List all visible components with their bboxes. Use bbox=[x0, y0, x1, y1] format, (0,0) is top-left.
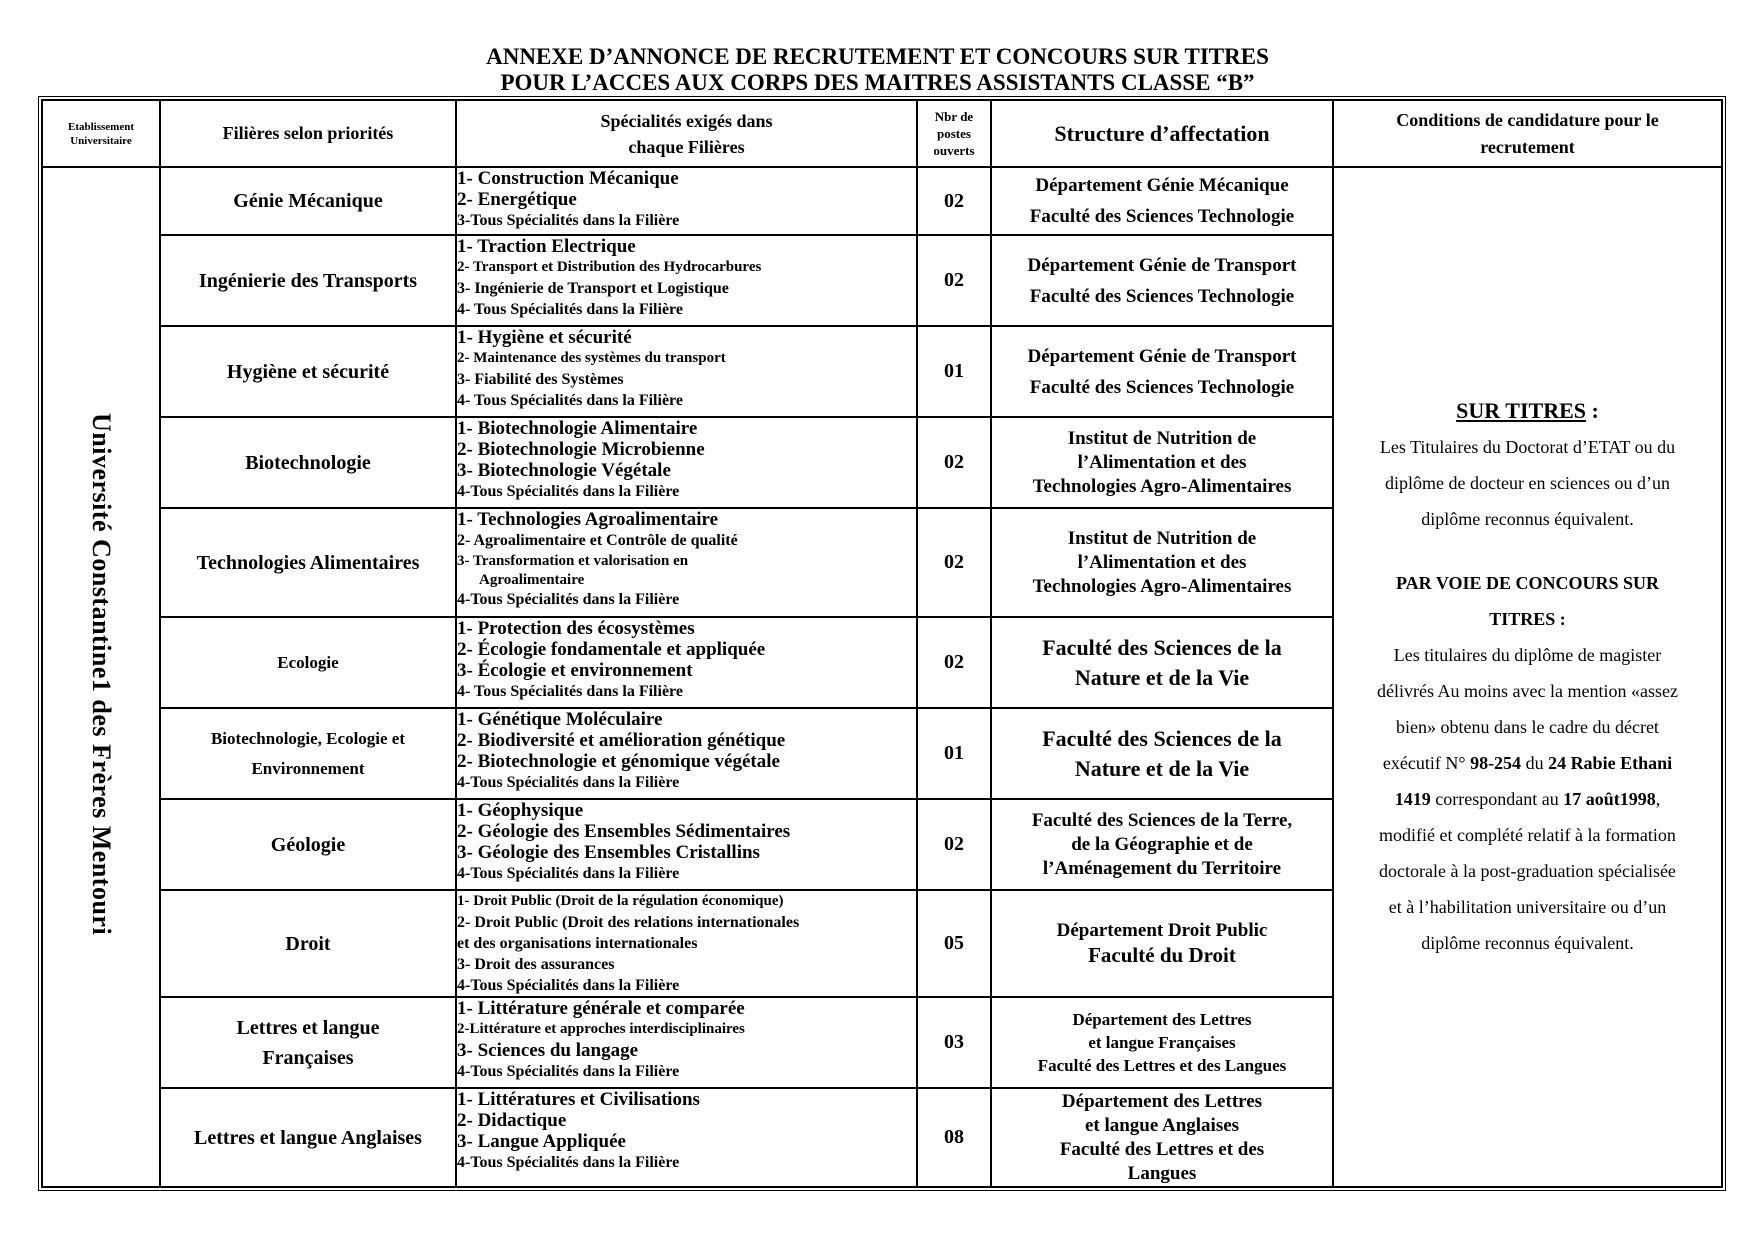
title-line-2: POUR L’ACCES AUX CORPS DES MAITRES ASSISTANTS CLASSE “B” bbox=[500, 70, 1255, 95]
postes-cell: 02 bbox=[917, 235, 991, 326]
postes-cell: 02 bbox=[917, 417, 991, 508]
structure-cell: Département Génie Mécanique Faculté des Sciences Technologie bbox=[991, 167, 1333, 235]
header-etablissement: Etablissement Universitaire bbox=[42, 100, 160, 167]
specialites-cell: 1- Géophysique 2- Géologie des Ensembles Sédimentaires 3- Géologie des Ensembles Cristallins 4-Tous Spécialités dans la Filière bbox=[456, 799, 917, 890]
header-conditions: Conditions de candidature pour le recrutement bbox=[1333, 100, 1722, 167]
specialites-cell: 1- Littératures et Civilisations 2- Didactique 3- Langue Appliquée 4-Tous Spécialités dans la Filière bbox=[456, 1088, 917, 1187]
conditions-cell: SUR TITRES : Les Titulaires du Doctorat d’ETAT ou du diplôme de docteur en sciences ou d’un diplôme reconnus équivalent. PAR VOIE DE CONCOURS SUR TITRES : Les titulaires du diplôme de magister délivrés Au moins avec la mention «assez bien» obtenu dans le cadre du décret exécutif N° 98-254 du 24 Rabie Ethani 1419 correspondant au 17 août1998, modifié et complété relatif à la formation doctorale à la post-graduation spécialisée et à l’habilitation universitaire ou d’un diplôme reconnus équivalent. bbox=[1333, 167, 1722, 1187]
header-structure: Structure d’affectation bbox=[991, 100, 1333, 167]
postes-cell: 02 bbox=[917, 508, 991, 617]
postes-cell: 08 bbox=[917, 1088, 991, 1187]
postes-cell: 03 bbox=[917, 997, 991, 1088]
specialites-cell: 1- Littérature générale et comparée 2-Littérature et approches interdisciplinaires 3- Sciences du langage 4-Tous Spécialités dans la Filière bbox=[456, 997, 917, 1088]
postes-cell: 05 bbox=[917, 890, 991, 997]
specialites-cell: 1- Biotechnologie Alimentaire 2- Biotechnologie Microbienne 3- Biotechnologie Végétale 4-Tous Spécialités dans la Filière bbox=[456, 417, 917, 508]
postes-cell: 01 bbox=[917, 326, 991, 417]
filiere-cell: Ingénierie des Transports bbox=[160, 235, 456, 326]
filiere-cell: Biotechnologie, Ecologie et Environnement bbox=[160, 708, 456, 799]
structure-cell: Département des Lettres et langue Françaises Faculté des Lettres et des Langues bbox=[991, 997, 1333, 1088]
structure-cell: Institut de Nutrition de l’Alimentation et des Technologies Agro-Alimentaires bbox=[991, 508, 1333, 617]
specialites-cell: 1- Protection des écosystèmes 2- Écologie fondamentale et appliquée 3- Écologie et environnement 4- Tous Spécialités dans la Filière bbox=[456, 617, 917, 708]
filiere-cell: Ecologie bbox=[160, 617, 456, 708]
specialites-cell: 1- Technologies Agroalimentaire 2- Agroalimentaire et Contrôle de qualité 3- Transformation et valorisation en Agroalimentaire 4-Tous Spécialités dans la Filière bbox=[456, 508, 917, 617]
filiere-cell: Biotechnologie bbox=[160, 417, 456, 508]
postes-cell: 01 bbox=[917, 708, 991, 799]
filiere-cell: Lettres et langue Anglaises bbox=[160, 1088, 456, 1187]
filiere-cell: Hygiène et sécurité bbox=[160, 326, 456, 417]
specialites-cell: 1- Génétique Moléculaire 2- Biodiversité et amélioration génétique 2- Biotechnologie et génomique végétale 4-Tous Spécialités dans la Filière bbox=[456, 708, 917, 799]
header-filieres: Filières selon priorités bbox=[160, 100, 456, 167]
filiere-cell: Génie Mécanique bbox=[160, 167, 456, 235]
university-cell bbox=[42, 167, 160, 1187]
structure-cell: Département Génie de Transport Faculté des Sciences Technologie bbox=[991, 235, 1333, 326]
filiere-cell: Droit bbox=[160, 890, 456, 997]
specialites-cell: 1- Traction Electrique 2- Transport et Distribution des Hydrocarbures 3- Ingénierie de Transport et Logistique 4- Tous Spécialités dans la Filière bbox=[456, 235, 917, 326]
specialites-cell: 1- Droit Public (Droit de la régulation économique) 2- Droit Public (Droit des relations internationales et des organisations internationales 3- Droit des assurances 4-Tous Spécialités dans la Filière bbox=[456, 890, 917, 997]
structure-cell: Faculté des Sciences de la Terre, de la Géographie et de l’Aménagement du Territoire bbox=[991, 799, 1333, 890]
structure-cell: Faculté des Sciences de la Nature et de la Vie bbox=[991, 708, 1333, 799]
header-specialites: Spécialités exigés dans chaque Filières bbox=[456, 100, 917, 167]
header-row bbox=[42, 100, 1722, 167]
table-row bbox=[42, 167, 1722, 235]
decret-line: exécutif N° 98-254 du 24 Rabie Ethani bbox=[1382, 753, 1673, 773]
university-name: Université Constantine1 des Frères Mentouri bbox=[87, 413, 116, 936]
structure-cell: Faculté des Sciences de la Nature et de la Vie bbox=[991, 617, 1333, 708]
postes-cell: 02 bbox=[917, 167, 991, 235]
structure-cell: Département des Lettres et langue Anglaises Faculté des Lettres et des Langues bbox=[991, 1088, 1333, 1187]
postes-cell: 02 bbox=[917, 617, 991, 708]
document-title bbox=[0, 44, 1755, 96]
recruitment-table bbox=[41, 99, 1723, 1188]
concours-heading: PAR VOIE DE CONCOURS SUR bbox=[1395, 573, 1659, 593]
specialites-cell: 1- Hygiène et sécurité 2- Maintenance des systèmes du transport 3- Fiabilité des Systèmes 4- Tous Spécialités dans la Filière bbox=[456, 326, 917, 417]
title-line-1: ANNEXE D’ANNONCE DE RECRUTEMENT ET CONCOURS SUR TITRES bbox=[486, 44, 1269, 69]
sur-titres-heading: SUR TITRES : bbox=[1456, 398, 1599, 423]
filiere-cell: Lettres et langue Françaises bbox=[160, 997, 456, 1088]
header-nbr-postes: Nbr de postes ouverts bbox=[917, 100, 991, 167]
postes-cell: 02 bbox=[917, 799, 991, 890]
specialites-cell: 1- Construction Mécanique 2- Energétique 3-Tous Spécialités dans la Filière bbox=[456, 167, 917, 235]
structure-cell: Département Droit Public Faculté du Droit bbox=[991, 890, 1333, 997]
structure-cell: Institut de Nutrition de l’Alimentation et des Technologies Agro-Alimentaires bbox=[991, 417, 1333, 508]
filiere-cell: Géologie bbox=[160, 799, 456, 890]
structure-cell: Département Génie de Transport Faculté des Sciences Technologie bbox=[991, 326, 1333, 417]
filiere-cell: Technologies Alimentaires bbox=[160, 508, 456, 617]
